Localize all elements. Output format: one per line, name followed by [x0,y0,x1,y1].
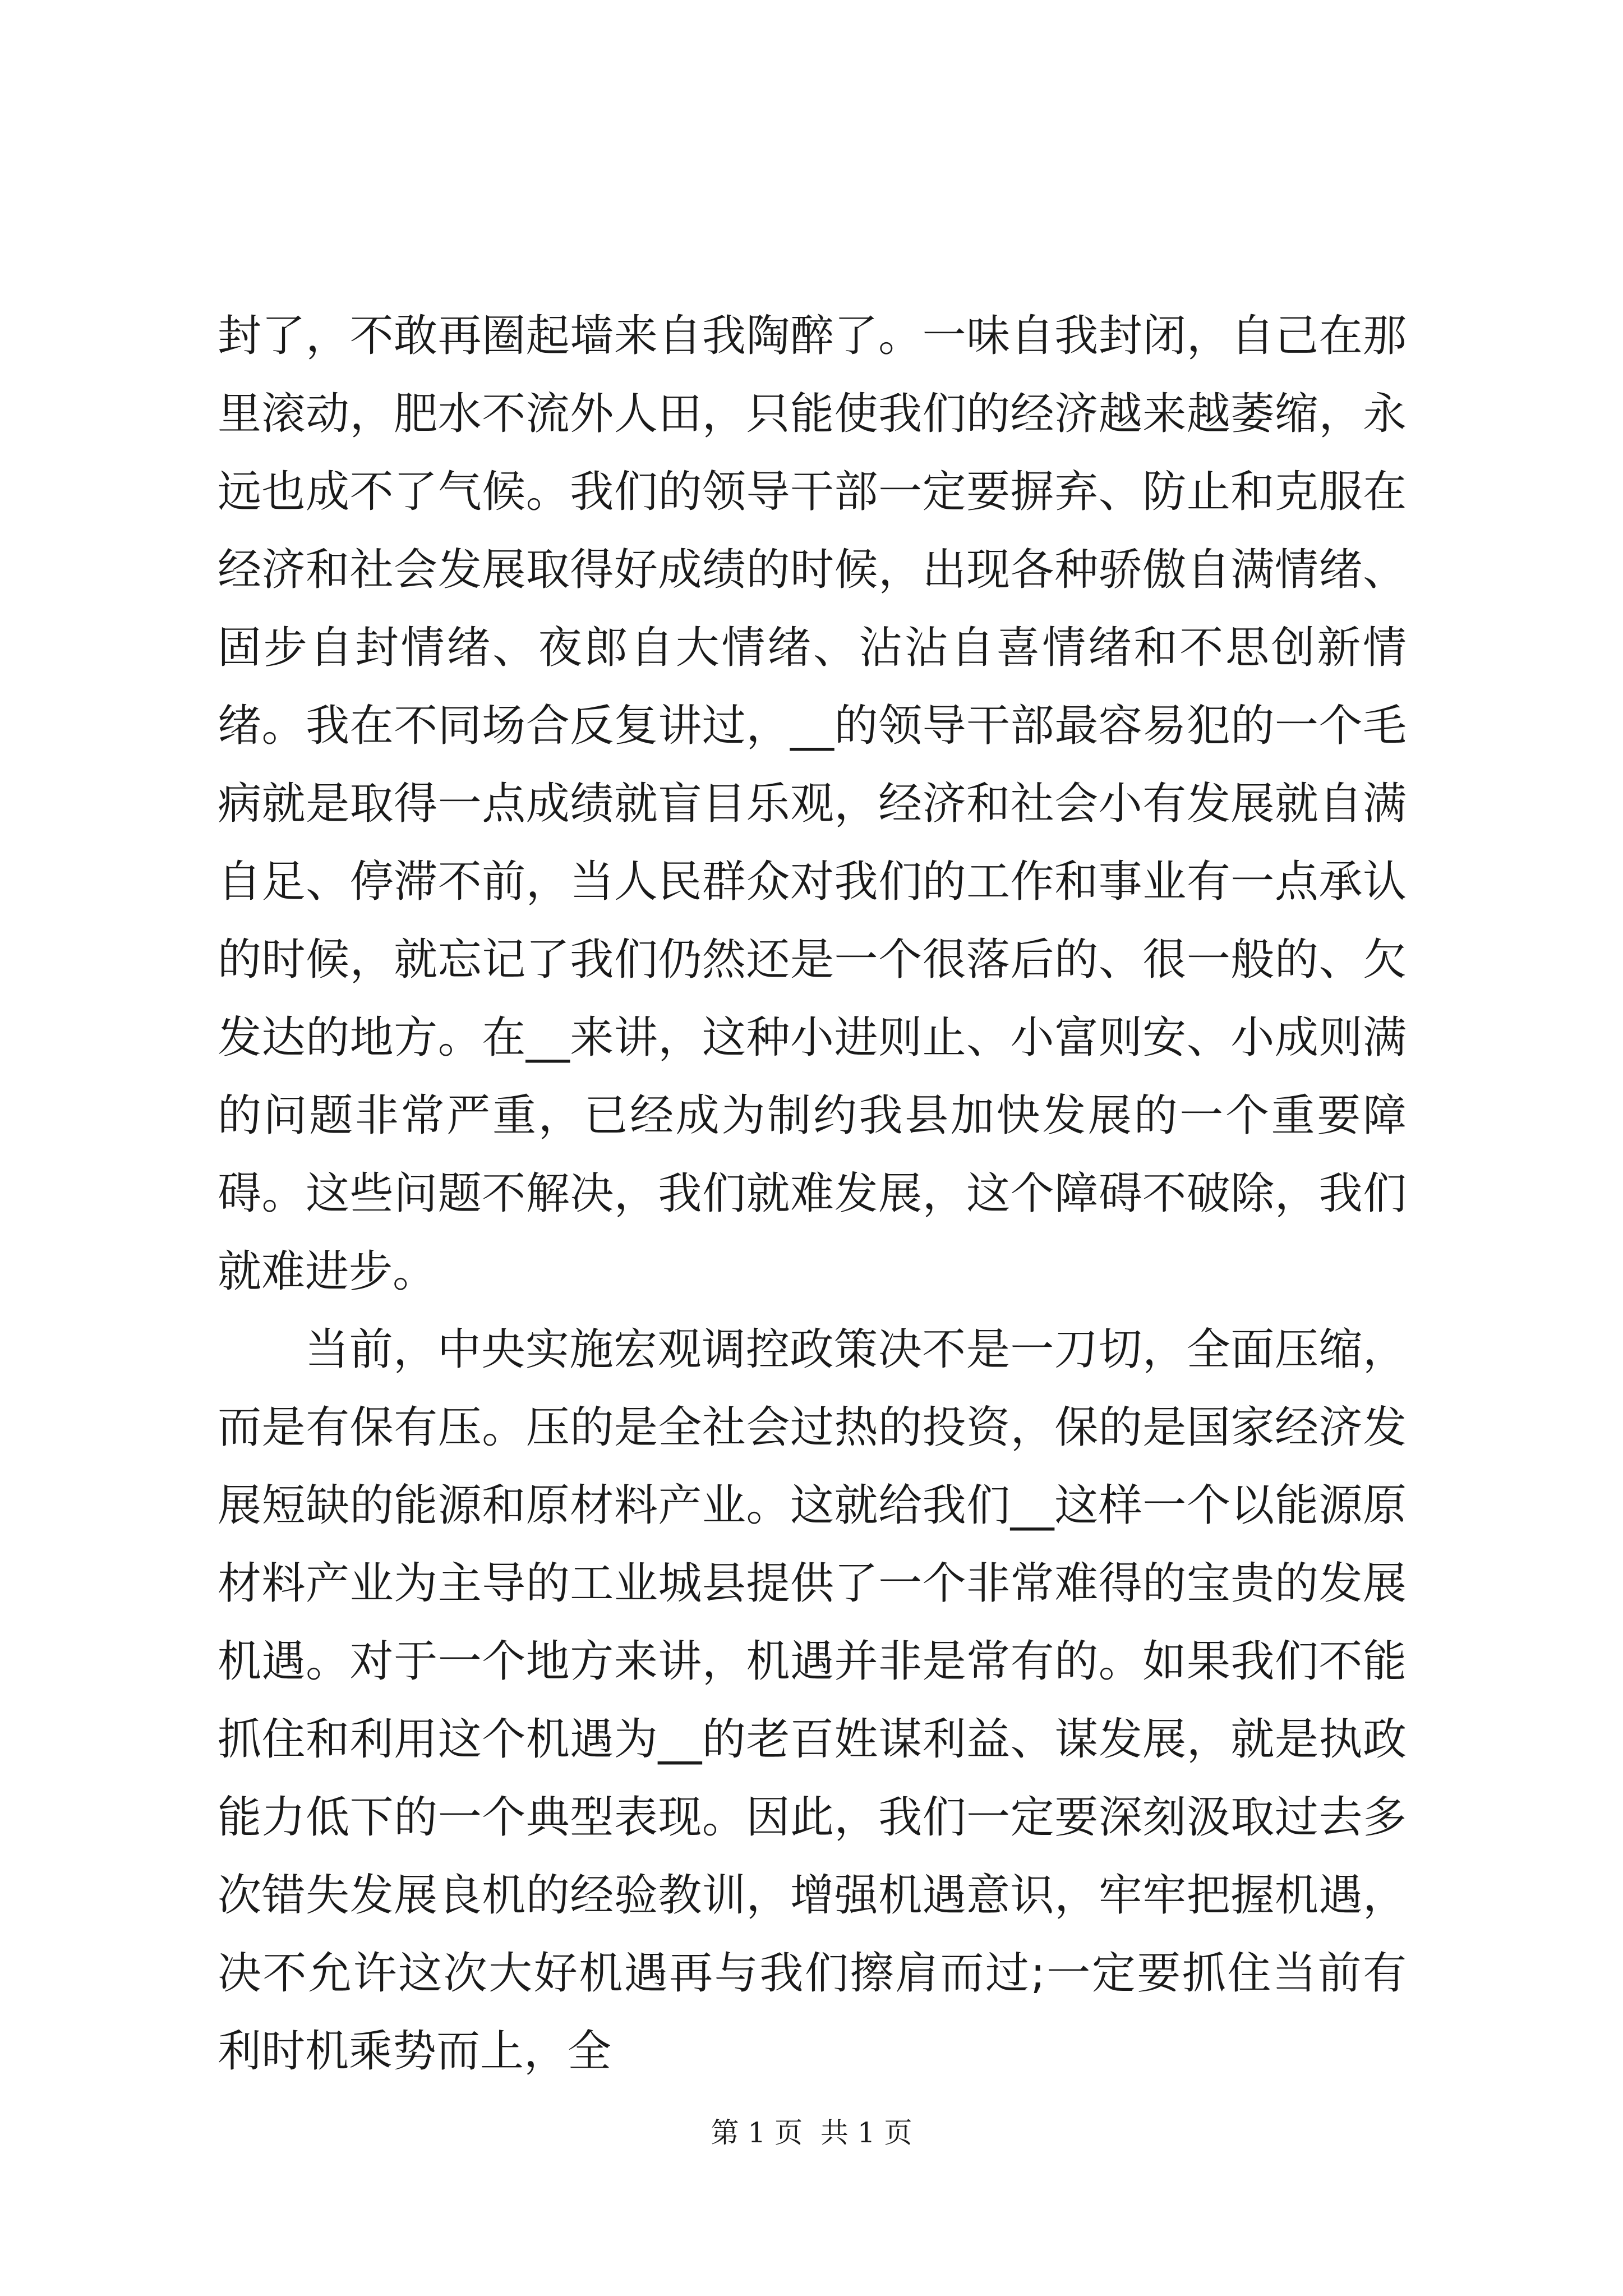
paragraph-2: 当前，中央实施宏观调控政策决不是一刀切，全面压缩，而是有保有压。压的是全社会过热的投资，保的是国家经济发展短缺的能源和原材料产业。这就给我们__这样一个以能源原材料产业为主导的工业城县提供了一个非常难得的宝贵的发展机遇。对于一个地方来讲，机遇并非是常有的。如果我们不能抓住和利用这个机遇为__的老百姓谋利益、谋发展，就是执政能力低下的一个典型表现。因此，我们一定要深刻汲取过去多次错失发展良机的经验教训，增强机遇意识，牢牢把握机遇，决不允许这次大好机遇再与我们擦肩而过;一定要抓住当前有利时机乘势而上，全 [218,1324,1407,2077]
paragraph-1: 封了，不敢再圈起墙来自我陶醉了。一味自我封闭，自己在那里滚动，肥水不流外人田，只能使我们的经济越来越萎缩，永远也成不了气候。我们的领导干部一定要摒弃、防止和克服在经济和社会发展取得好成绩的时候，出现各种骄傲自满情绪、固步自封情绪、夜郎自大情绪、沾沾自喜情绪和不思创新情绪。我在不同场合反复讲过，__的领导干部最容易犯的一个毛病就是取得一点成绩就盲目乐观，经济和社会小有发展就自满自足、停滞不前，当人民群众对我们的工作和事业有一点承认的时候，就忘记了我们仍然还是一个很落后的、很一般的、欠发达的地方。在__来讲，这种小进则止、小富则安、小成则满的问题非常严重，已经成为制约我县加快发展的一个重要障碍。这些问题不解决，我们就难发展，这个障碍不破除，我们就难进步。 [218,311,1407,1297]
page-footer [0,2110,1623,2151]
page-number-label: 第 1 页 共 1 页 [711,2116,912,2149]
document-body [218,297,1407,2091]
